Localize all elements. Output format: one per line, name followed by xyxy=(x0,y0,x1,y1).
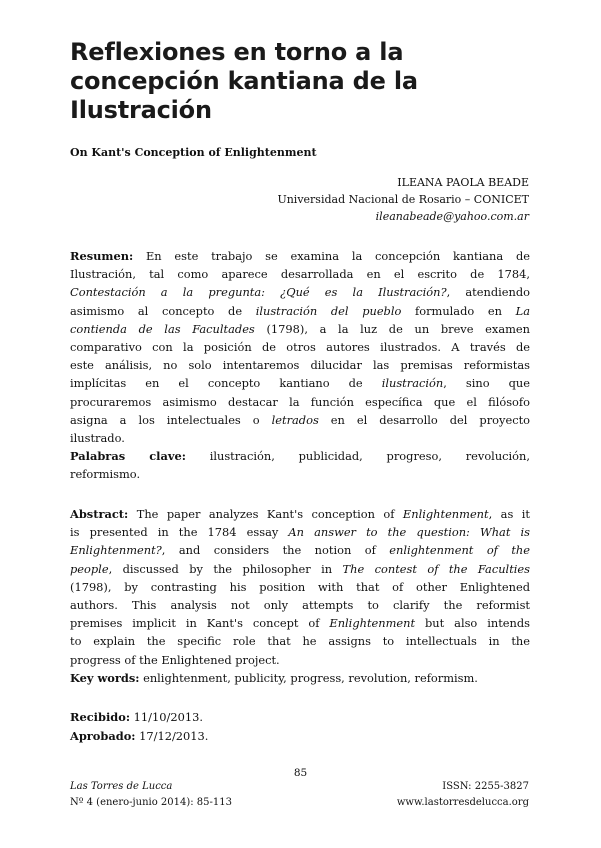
english-title: On Kant's Conception of Enlightenment xyxy=(70,146,317,159)
page-number: 85 xyxy=(293,767,308,779)
journal-website: www.lastorresdelucca.org xyxy=(396,797,529,808)
abstract-label: Abstract: xyxy=(70,507,129,521)
approved-date: Aprobado: 17/12/2013. xyxy=(70,729,209,743)
resumen-paragraph: Resumen: En este trabajo se examina la concepción kantiana de Ilustración, tal como aparece desarrollada en el escrito de 1784, Contestación a la pregunta: ¿Qué es la Ilustración?, atendiendo asimismo al concepto de ilustración del pueblo formulado en La contienda de las Facultades (1798), a la luz de un breve examen comparativo con la posición de otros autores ilustrados. A través de este análisis, no solo intentaremos dilucidar las premisas reformistas implícitas en el concepto kantiano de ilustración, sino que procuraremos asimismo destacar la función específica que el filósofo asigna a los intelectuales o letrados en el desarrollo del proyecto ilustrado. Palabras clave: ilustración, publicidad, progreso, revolución, reformismo. xyxy=(70,249,531,482)
keywords-label: Key words: xyxy=(70,670,140,685)
author-affiliation: Universidad Nacional de Rosario – CONICET xyxy=(277,193,529,206)
journal-issue: Nº 4 (enero-junio 2014): 85-113 xyxy=(70,797,232,808)
author-block xyxy=(277,174,529,225)
title-line: Ilustración xyxy=(70,96,212,124)
journal-issn: ISSN: 2255-3827 xyxy=(442,781,529,792)
key-words: Key words: enlightenment, publicity, progress, revolution, reformism. xyxy=(70,670,478,685)
palabras-label: Palabras clave: xyxy=(70,449,186,464)
resumen-label: Resumen: xyxy=(70,249,134,263)
abstract-paragraph: Abstract: The paper analyzes Kant's conception of Enlightenment, as it is presented in the 1784 essay An answer to the question: What is Enlightenment?, and considers the notion of enlightenment of the people, discussed by the philosopher in The contest of the Faculties (1798), by contrasting his position with that of other Enlightened authors. This analysis not only attempts to clarify the reformist premises implicit in Kant's concept of Enlightenment but also intends to explain the specific role that he assigns to intellectuals in the progress of the Enlightened project. Key words: enlightenment, publicity, progress, revolution, reformism. xyxy=(70,505,530,687)
title-line: Reflexiones en torno a la xyxy=(70,38,404,66)
journal-name: Las Torres de Lucca xyxy=(70,781,173,792)
palabras-clave: Palabras clave: ilustración, publicidad, progreso, revolución, xyxy=(70,449,531,464)
received-date: Recibido: 11/10/2013. xyxy=(70,710,203,724)
title-line: concepción kantiana de la xyxy=(70,67,418,95)
article-title xyxy=(70,38,540,125)
author-name: ILEANA PAOLA BEADE xyxy=(397,176,529,189)
author-email: ileanabeade@yahoo.com.ar xyxy=(375,210,529,223)
